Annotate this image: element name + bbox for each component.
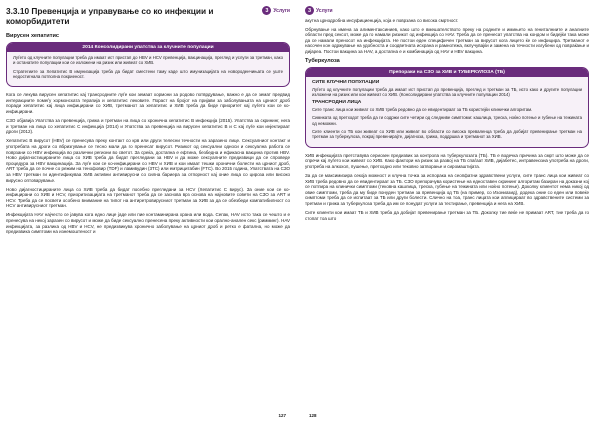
body-paragraph: Хепатитис В вирусот (HBV) се пренесува преку контакт со крв или други телесни течности на заразено лице. Сексуалниот контакт и употребата на дроги со вбризгување се тесно мали да го пренесат вирусот. Ризикот од сексуални односи и сексуална работа се поврзани со HBV инфекција во различни региони во светот. За среќа, достапна е ефтина, безбедна и ефикасна вакцина против HBV. Ново дијагностицираните лица со ХИВ треба да бидат прегледани за HBV и да може сексуалните предизвици да се спроведе процедура за HBV вакцинација. За луѓе кои се ко-инфицирани со HBV и ХИВ и кои имаат тешки хронични болести на црниот дроб, ART треба да се почне со режим на тенофовир (TDF) и ламивудин (3TC) или емтрицитабин (FTC). Во 2015 година, Упатствата на СЗО за HBV третман ги идентификуваа ХИВ активни антивирусни со силна бариера за отпорност кај оние лица со цироза или високо вирусно оптоварување. xyxy=(6,138,290,183)
body-paragraph: СЗО објавија Упатства за превенција, грижа и третман на лица со хронична хепатитис В инфекција (2015). Упатства за скрининг, нега и третман на лица со хепатитис С инфекција (2014) и Упатства за превенција на вирусен хепатитис В и С кај луѓе кои инјектираат дроги (2012). xyxy=(6,118,290,135)
section-tag xyxy=(262,6,290,15)
section-title: 3.3.10 Превенција и управување со ко инфекции и коморбидитети xyxy=(6,6,214,26)
intro-text xyxy=(305,18,589,55)
body-paragraph: За да се максимизира секоја можност и клучна точка за испорака на сеопфатни здравствени услуги, сите транс лица кои живеат со ХИВ треба редовно да се евидентираат за ТБ. СЗО препорачува користење на едноставен скрининг алгоритам базиран на доказни кој се потпира на клинички симптоми (тековна кашлица, треска, губење на тежината или ноќно потење). Доколку клиентот нема никој од овие симптоми, треба да му биде понуден третман за превенција од ТБ (на пример, со Изониазид), додека оние со еден или повеќе симптоми треба да се испитаат за ТБ или други болести. Сличнo на тоа, транс лицата кои аплицираат во здравствените системи за третман и грижа за туберкулоза треба да им се понудат услуги за тестирање, превенција и нега на ХИВ. xyxy=(305,172,589,206)
guideline-paragraph: Луѓето од клучните популации треба да имаат ист пристап до превенција, преглед и третман за ТБ, исто како и другите популации изложени на ризик или кои живеат со ХИВ. (Консолидирани упатства за клучните популации 2014) xyxy=(312,86,582,97)
right-page xyxy=(305,6,589,418)
guideline-box-tb xyxy=(305,67,589,148)
left-header xyxy=(6,6,290,30)
body-paragraph: Инфекцијата HAV најчесто се јавува кога едно лице јаде или пие контаминирана храна или вода. Сепак, HAV исто така се чешто и е пренесува на некој заразен со вирусот и може да биде сексуално пренесена преку активности кои орално-анален секс (римминг). HAV инфекцијата, за разлика од HBV и HCV, не предизвикува хронично заболување на црниот дроб и ретко е фатална, но може да предизвика симптоми на изнемоштеност и xyxy=(6,212,290,235)
page-number: 128 xyxy=(309,413,317,418)
section-number-badge: 3 xyxy=(305,6,314,15)
right-header xyxy=(305,6,589,18)
guideline-box-title: 2014 Консолидирани упатства за клучните популации xyxy=(7,43,289,52)
guideline-paragraph: Симнката од претходот треба да ги содржи сите четири од следниве симптоми: кашлица, треска, ноќно потење и губење на тежината од неможни. xyxy=(312,115,582,126)
guideline-box-hepatitis xyxy=(6,42,290,87)
body-paragraph: акутна црнодробна инсуфициенција, која е поврзана со висока смртност. xyxy=(305,18,459,23)
subheading-hepatitis: Вирусен хепатитис xyxy=(6,33,59,39)
page-number: 127 xyxy=(278,413,286,418)
body-paragraph: Ново дијагностицираните лица со ХИВ треба да бидат посебно прегледани за HCV (Хепатитис С вирус). За оние кои се ко-инфицирани со ХИВ и HCV, приоритизацијата на третманот треба да се заснова врз основа на најновите совети на СЗО за ART и HCV. Треба да се посвети особено внимание на типот на антиретровирусниот третман за ХИВ за да се обезбеди компатибилност со HCV антивирусниот третман. xyxy=(6,186,290,209)
subheading-tuberculosis: Туберкулоза xyxy=(305,57,340,64)
guideline-subheading: ТРАНСРОДНИ ЛИЦА xyxy=(312,100,362,106)
body-paragraph: Обрнување на имена за алиментаксиниев, како што е вмешателството преку на родните и имињето на гениталниите и аналните области пред сексот, може да го намали ризикот од инфекција со HAV. Треба да се пренесат упатства на кондом и бидејќи така може да се намали преносот на инфекцијата. Не постои еден специфичен третман за вирусот кога лицето ќе се инфицира. Третманот е насочен кон одржување на удобноста и соодветната исхрана и рамнотежа, вклучувајќи и замена на течности изгубени од повраќање и дијареа. Постои вакцина за HAV, а достапна е и комбинација од HAV и HBV вакцина. xyxy=(305,26,589,54)
guideline-paragraph: Сите клиенти со ТБ кои живеат со ХИВ или живеат во области со висока преваленца треба да добијат превенирање третман на третман за туберкулоза, покрај превенирајте, дијагноза, грижа, поддршка и третманот за ХИВ. xyxy=(312,129,582,140)
guideline-paragraph: Стратегиите за Хепатитис В имунизација треба да бидат сместени таму каде што имунизацијата на новороденчињата се уште недостигнала потполна покриеност. xyxy=(13,68,283,79)
guideline-paragraph: Сите транс лица кои живеат со ХИВ треба редовно да се евидентираат за ТБ користејќи клинички алгоритам. xyxy=(312,107,533,113)
guideline-box-title: Препораки на СЗО за ХИВ и ТУБЕРКУЛОЗА (ТБ) xyxy=(306,68,588,77)
body-paragraph: ХИВ инфекцијата претставува сериозен предизвик за контрола на туберкулозата (ТБ). ТБ е водечка причина за смрт што може да се спречи кај луѓето кои живеат со ХИВ. Како фактори на ризик за развој на ТБ спаѓаат ХИВ, дијабетес, интравенозна употреба на дроги, употреба на алкохол, пушење, претходно или тековно затворање и сиромаштијата. xyxy=(305,152,589,169)
left-page xyxy=(6,6,290,418)
guideline-paragraph: Луѓето од клучните популации треба да имаат ист пристап до HBV и HCV превенција, вакцинација, преглед и услуги за третман, како и останатите популации кои се изложени на ризик или живеат со ХИВ. xyxy=(13,55,283,66)
body-paragraph: Сите клиенти кои имаат ТБ и ХИВ треба да добијат превенирање третман за ТБ. Доколку тие веќе не примаат ART, тие треба да го стопат тоа што xyxy=(305,209,589,221)
section-tag-label: Услуги xyxy=(316,7,333,14)
section-number-badge: 3 xyxy=(262,6,271,15)
section-tag-label: Услуги xyxy=(273,7,290,14)
body-paragraph: Кога се лекува вирусен хепатитис кај трансродните луѓе кои земаат хормони за родово потврдување, важно е да се земат предвид интеракциите помеѓу хормонската терапија и хепатитис лековите. Пораст на бројот на пријави за заболувањата на црниот дроб поради хепатитис кај лица инфицирани со ХИВ, третманот за хепатитис и ХИВ треба да биде приоритет кај луѓето кои се ко-инфицирани. xyxy=(6,92,290,114)
guideline-subheading: СИТЕ КЛУЧНИ ПОПУЛАЦИИ xyxy=(312,79,380,85)
section-tag xyxy=(305,6,333,15)
